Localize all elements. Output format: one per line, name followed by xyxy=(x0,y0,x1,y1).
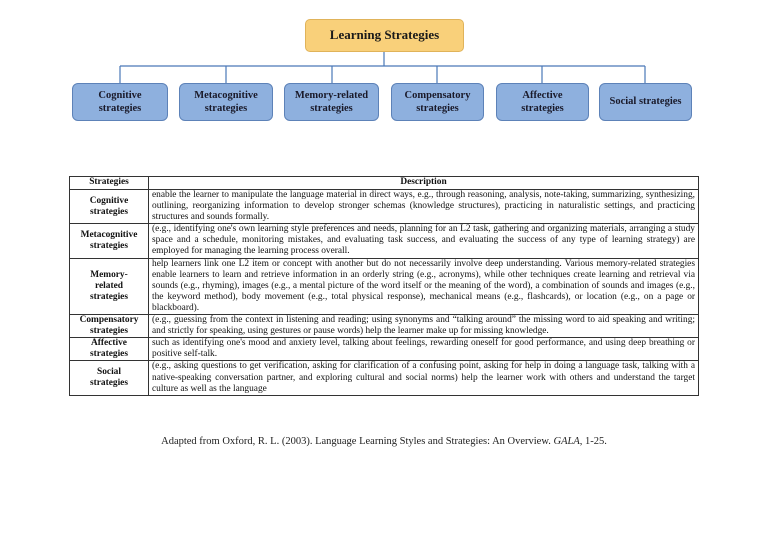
table-row xyxy=(70,224,699,258)
table-row xyxy=(70,361,699,395)
node-compensatory-strategies: Compensatory strategies xyxy=(391,83,484,121)
table-row xyxy=(70,315,699,338)
citation-pages: , 1-25. xyxy=(579,436,607,447)
header-strategies: Strategies xyxy=(70,177,149,190)
table-row xyxy=(70,258,699,314)
strategy-name-cell: Compensatory strategies xyxy=(70,315,149,338)
strategy-name-cell: Affective strategies xyxy=(70,338,149,361)
table-header-row xyxy=(70,177,699,190)
table-row xyxy=(70,190,699,224)
node-affective-strategies: Affective strategies xyxy=(496,83,589,121)
strategy-description-cell: such as identifying one's mood and anxiety level, talking about feelings, rewarding oneself for good performance, and using deep breathing or positive self-talk. xyxy=(149,338,699,361)
strategy-name-cell: Social strategies xyxy=(70,361,149,395)
citation-text: Adapted from Oxford, R. L. (2003). Language Learning Styles and Strategies: An Overview. xyxy=(161,436,554,447)
table-row xyxy=(70,338,699,361)
strategy-description-cell: (e.g., asking questions to get verification, asking for clarification of a confusing point, asking for help in doing a language task, talking with a native-speaking conversation partner, and exploring cultural and social norms) help the learner work with others and understand the target culture as well as the language xyxy=(149,361,699,395)
root-node-learning-strategies: Learning Strategies xyxy=(305,19,464,52)
strategy-description-cell: (e.g., guessing from the context in listening and reading; using synonyms and “talking around” the missing word to aid speaking and writing; and strictly for speaking, using gestures or pause words) help the learner make up for missing knowledge. xyxy=(149,315,699,338)
strategy-name-cell: Cognitive strategies xyxy=(70,190,149,224)
node-social-strategies: Social strategies xyxy=(599,83,692,121)
header-description: Description xyxy=(149,177,699,190)
strategy-description-cell: (e.g., identifying one's own learning style preferences and needs, planning for an L2 task, gathering and organizing materials, arranging a study space and a schedule, monitoring mistakes, and evaluating task success, and evaluating the success of any type of learning strategy) are employed for managing the learning process overall. xyxy=(149,224,699,258)
strategy-name-cell: Metacognitive strategies xyxy=(70,224,149,258)
node-memory-related-strategies: Memory-related strategies xyxy=(284,83,379,121)
strategy-name-cell: Memory- related strategies xyxy=(70,258,149,314)
source-citation xyxy=(0,436,768,447)
strategy-description-cell: enable the learner to manipulate the language material in direct ways, e.g., through reasoning, analysis, note-taking, summarizing, synthesizing, outlining, reorganizing information to develop stronger schemas (knowledge structures), practicing in naturalistic settings, and practicing structures and sounds formally. xyxy=(149,190,699,224)
node-cognitive-strategies: Cognitive strategies xyxy=(72,83,168,121)
citation-journal: GALA xyxy=(553,436,580,447)
strategy-description-cell: help learners link one L2 item or concept with another but do not necessarily involve deep understanding. Various memory-related strategies enable learners to learn and retrieve information in an orderly string (e.g., acronyms), while other techniques create learning and retrieval via sounds (e.g., rhyming), images (e.g., a mental picture of the word itself or the meaning of the word), a combination of sounds and images (e.g., the keyword method), body movement (e.g., total physical response), mechanical means (e.g., flashcards), or location (e.g., on a page or blackboard). xyxy=(149,258,699,314)
strategies-table xyxy=(69,176,699,396)
node-metacognitive-strategies: Metacognitive strategies xyxy=(179,83,273,121)
